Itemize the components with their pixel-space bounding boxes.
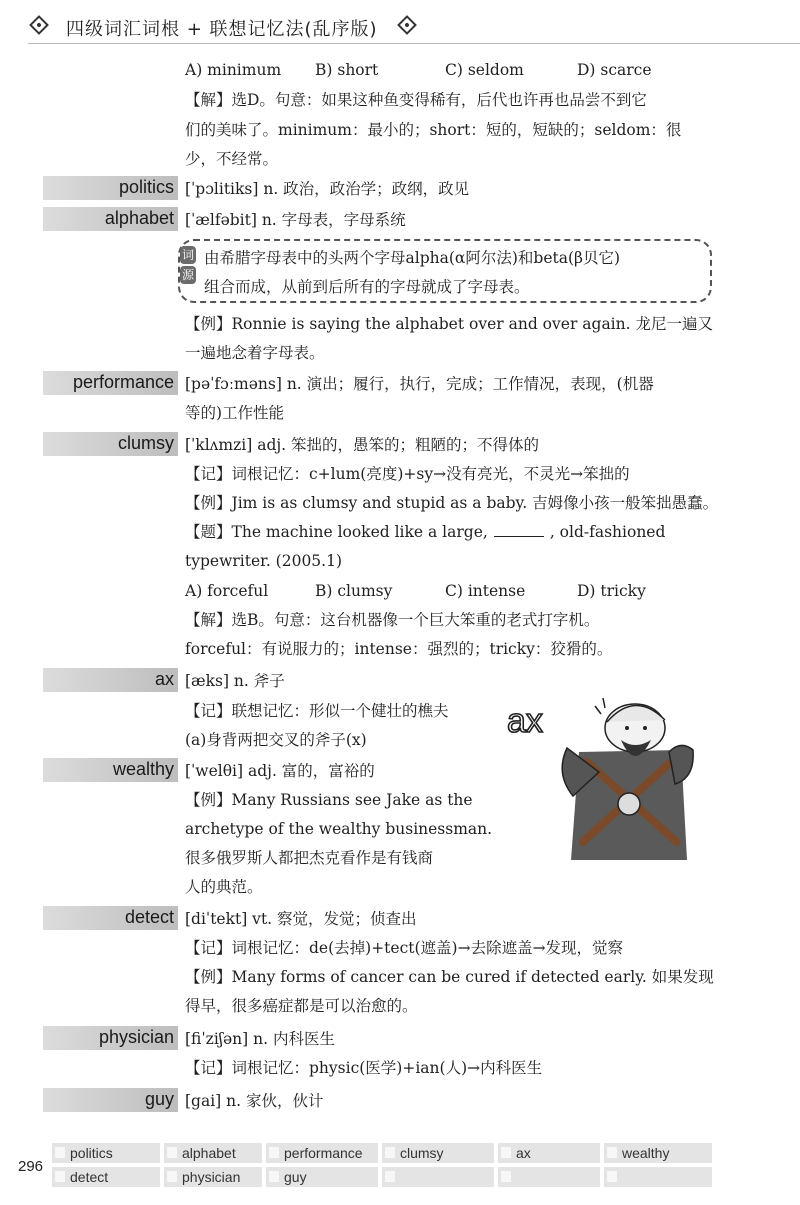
definition: [ˈpɔlitiks] n. 政治，政治学；政纲，政见	[185, 180, 470, 198]
memory-note: (a)身背两把交叉的斧子(x)	[185, 731, 367, 749]
explanation-line: 们的美味了。minimum：最小的；short：短的，短缺的；seldom：很	[185, 121, 682, 139]
option: C) seldom	[445, 61, 524, 79]
headword: wealthy	[112, 759, 174, 779]
memory-note: 【记】词根记忆：c+lum(亮度)+sy→没有亮光，不灵光→笨拙的	[185, 465, 630, 483]
checklist-item: performance	[266, 1143, 378, 1163]
definition: [pəˈfɔːməns] n. 演出；履行，执行，完成；工作情况，表现，(机器	[185, 375, 654, 393]
etymology-line: 组合而成，从前到后所有的字母就成了字母表。	[204, 278, 530, 296]
headword: guy	[144, 1089, 174, 1109]
definition: [æks] n. 斧子	[185, 672, 285, 690]
headword-bar	[43, 1088, 178, 1112]
checklist-item-empty	[498, 1167, 600, 1187]
checklist-item: politics	[52, 1143, 160, 1163]
memory-note: 【记】词根记忆：physic(医学)+ian(人)→内科医生	[185, 1059, 543, 1077]
headword: performance	[72, 372, 174, 392]
example-line: 很多俄罗斯人都把杰克看作是有钱商	[185, 849, 434, 867]
diamond-icon	[29, 15, 49, 35]
question-line: typewriter. (2005.1)	[185, 552, 343, 570]
headword: alphabet	[104, 208, 174, 228]
memory-note: 【记】联想记忆：形似一个健壮的樵夫	[185, 702, 449, 720]
checklist-item: guy	[266, 1167, 378, 1187]
headword: ax	[154, 669, 174, 689]
headword: detect	[124, 907, 174, 927]
memory-note: 【记】词根记忆：de(去掉)+tect(遮盖)→去除遮盖→发现，觉察	[185, 939, 624, 957]
diamond-icon	[397, 15, 417, 35]
option: B) clumsy	[315, 582, 393, 600]
headword-bar	[43, 668, 178, 692]
example-line: 人的典范。	[185, 878, 263, 896]
book-title: 四级词汇词根 + 联想记忆法(乱序版)	[66, 19, 378, 40]
headword-bar	[43, 207, 178, 231]
option: B) short	[315, 61, 379, 79]
checklist-item: detect	[52, 1167, 160, 1187]
answer-blank	[494, 522, 544, 537]
definition: [fiˈziʃən] n. 内科医生	[185, 1030, 335, 1048]
example-line: 得早，很多癌症都是可以治愈的。	[185, 997, 418, 1015]
checklist-item: wealthy	[604, 1143, 712, 1163]
explanation-line: 少，不经常。	[185, 150, 279, 168]
q2-options	[185, 581, 715, 601]
explanation-line: 【解】选D。句意：如果这种鱼变得稀有，后代也许再也品尝不到它	[185, 91, 647, 109]
checklist-item-empty	[382, 1167, 494, 1187]
checklist-item-empty	[604, 1167, 712, 1187]
option: C) intense	[445, 582, 526, 600]
headword: clumsy	[117, 433, 174, 453]
definition: 等的)工作性能	[185, 404, 285, 422]
definition: [ˈwelθi] adj. 富的，富裕的	[185, 762, 375, 780]
example-line: 【例】Many forms of cancer can be cured if detected early. 如果发现	[185, 968, 714, 986]
example-line: 【例】Many Russians see Jake as the	[185, 791, 473, 809]
etymology-line: 由希腊字母表中的头两个字母alpha(α阿尔法)和beta(β贝它)	[204, 249, 621, 267]
woodcutter-illustration	[505, 692, 695, 862]
ax-letters: ax	[507, 702, 543, 740]
headword-bar	[43, 758, 178, 782]
checklist-item: physician	[164, 1167, 262, 1187]
definition: [ˈklʌmzi] adj. 笨拙的，愚笨的；粗陋的；不得体的	[185, 436, 540, 454]
example-line: 一遍地念着字母表。	[185, 344, 325, 362]
headword: politics	[118, 177, 174, 197]
headword-bar	[43, 176, 178, 200]
checklist-item: clumsy	[382, 1143, 494, 1163]
explanation-line: forceful：有说服力的；intense：强烈的；tricky：狡猾的。	[185, 640, 613, 658]
headword-bar	[43, 1026, 178, 1050]
etymology-badge: 词	[181, 248, 194, 262]
example-line: 【例】Ronnie is saying the alphabet over and over again. 龙尼一遍又	[185, 315, 713, 333]
checklist-item: ax	[498, 1143, 600, 1163]
example-line: archetype of the wealthy businessman.	[185, 820, 493, 838]
definition: [gai] n. 家伙，伙计	[185, 1092, 324, 1110]
woodcutter-drawing	[505, 692, 695, 862]
q1-options	[185, 60, 715, 80]
page-number: 296	[18, 1158, 44, 1175]
checklist-item: alphabet	[164, 1143, 262, 1163]
option: A) minimum	[185, 61, 282, 79]
question-line: 【题】The machine looked like a large, , old-fashioned	[185, 523, 666, 541]
option: A) forceful	[185, 582, 269, 600]
example-line: 【例】Jim is as clumsy and stupid as a baby. 吉姆像小孩一般笨拙愚蠢。	[185, 494, 719, 512]
headword: physician	[98, 1027, 174, 1047]
headword-bar	[43, 432, 178, 456]
headword-bar	[43, 906, 178, 930]
explanation-line: 【解】选B。句意：这台机器像一个巨大笨重的老式打字机。	[185, 611, 600, 629]
headword-bar	[43, 371, 178, 395]
page-header	[28, 10, 800, 44]
definition: [diˈtekt] vt. 察觉，发觉；侦查出	[185, 910, 417, 928]
etymology-badge: 源	[181, 268, 194, 282]
word-checklist	[52, 1143, 712, 1189]
option: D) tricky	[577, 582, 646, 600]
definition: [ˈælfəbit] n. 字母表，字母系统	[185, 211, 406, 229]
option: D) scarce	[577, 61, 652, 79]
